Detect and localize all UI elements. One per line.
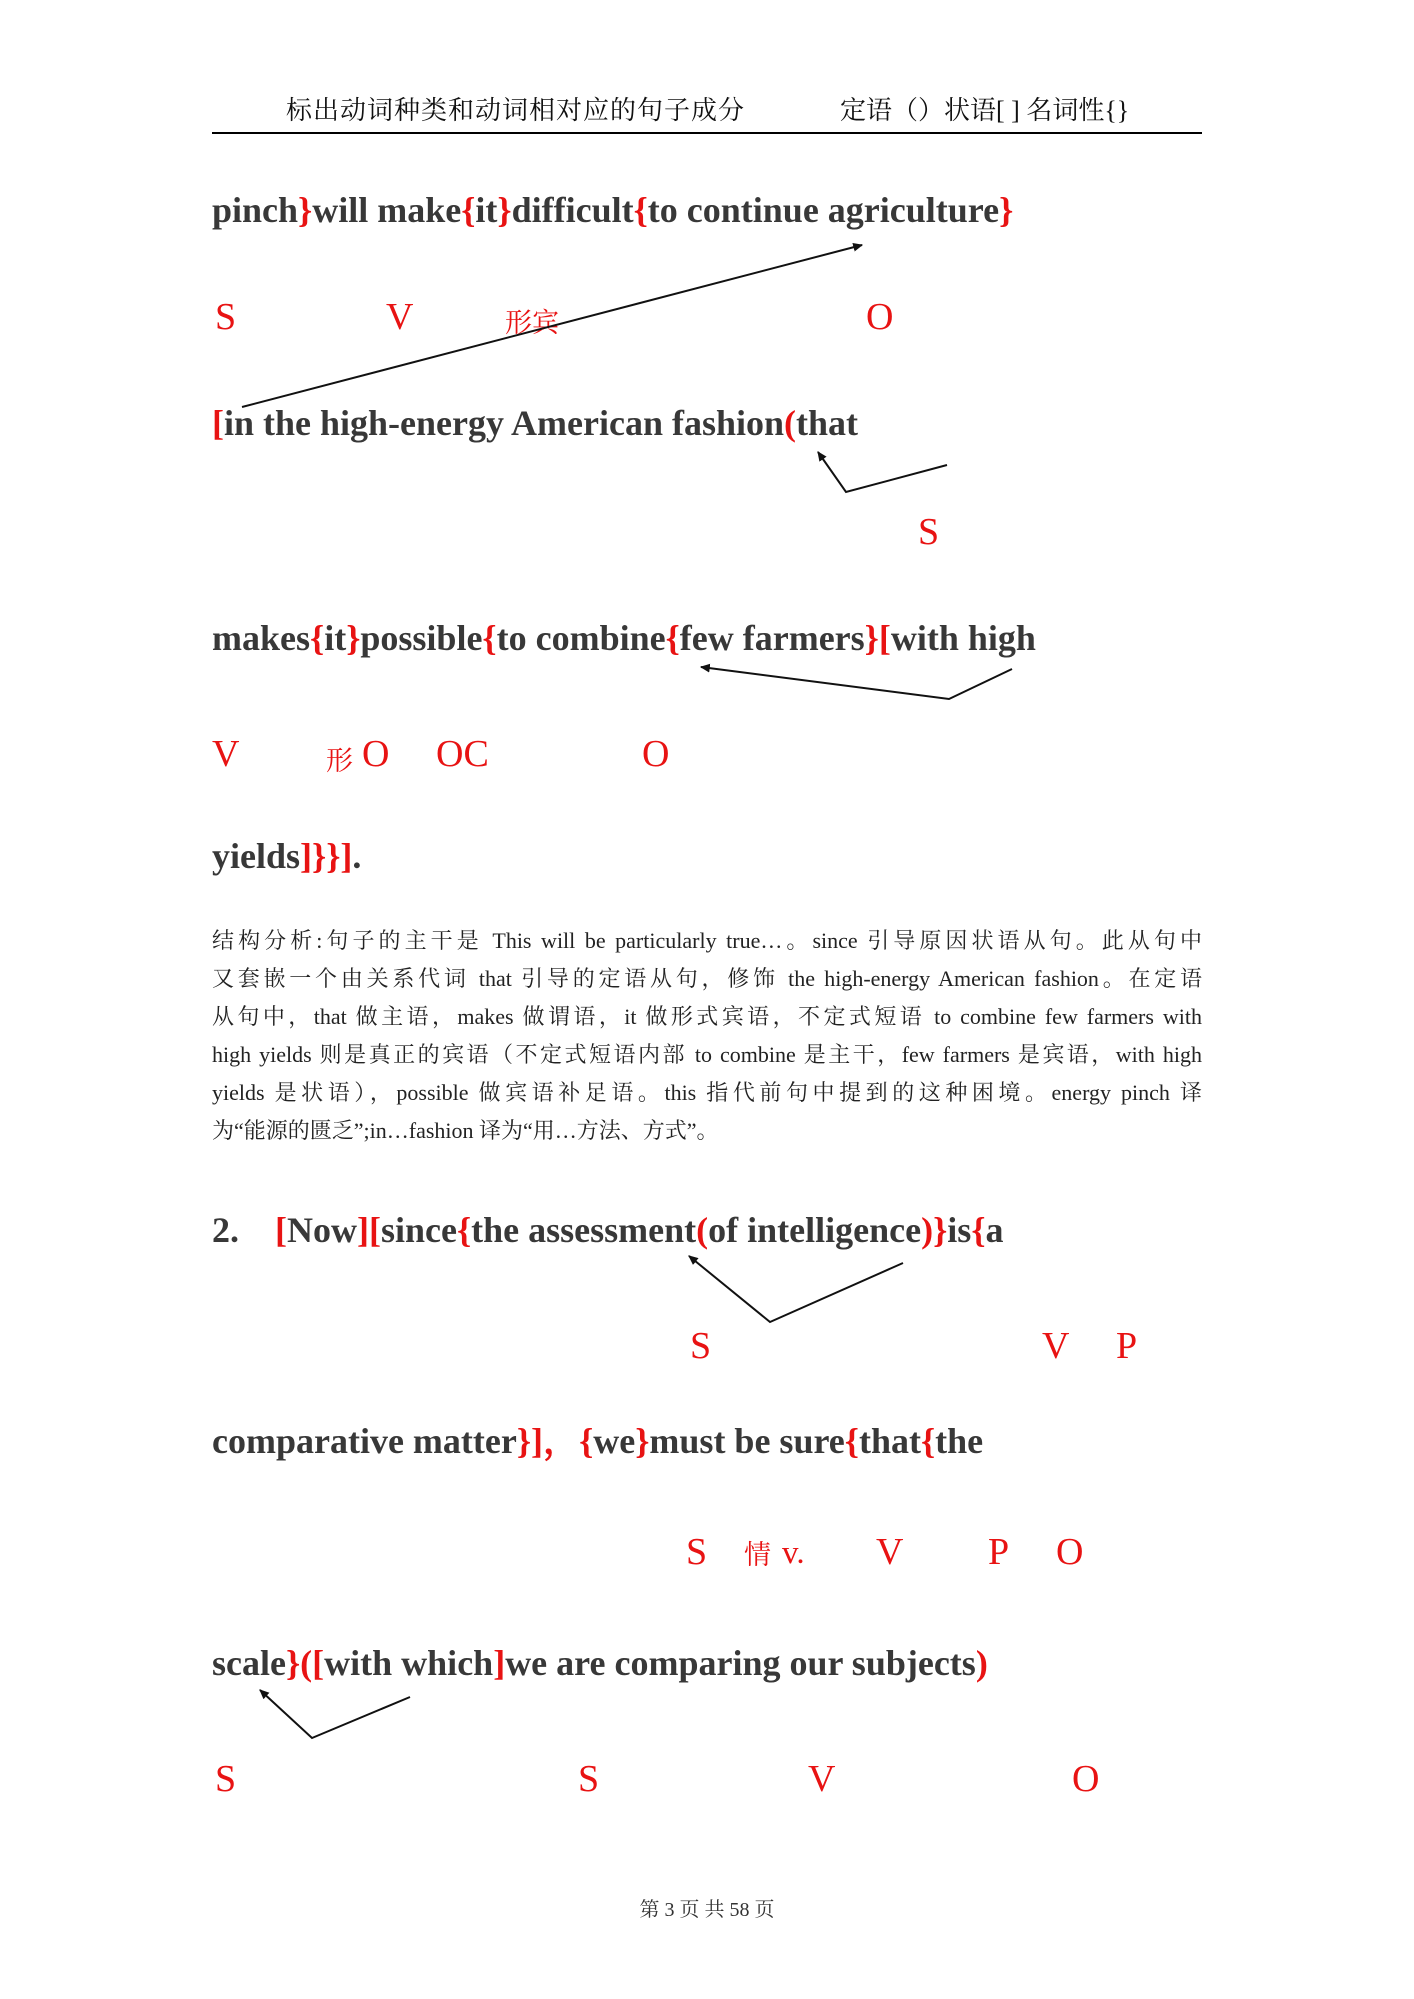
sentence-text: with high bbox=[890, 618, 1036, 658]
paragraph-line: 又套嵌一个由关系代词 that 引导的定语从句，修饰 the high-energy American fashion。在定语 bbox=[212, 966, 1202, 991]
sentence-text: in the high-energy American fashion bbox=[224, 403, 785, 443]
bracket-mark: } bbox=[635, 1421, 650, 1461]
role-label: V bbox=[386, 296, 414, 338]
role-label: S bbox=[215, 1758, 237, 1800]
sentence-text: that bbox=[858, 1421, 921, 1461]
sentence-1-part-4 bbox=[212, 836, 361, 877]
bracket-mark: } bbox=[864, 618, 879, 658]
paragraph-line: 从句中，that 做主语，makes 做谓语，it 做形式宾语，不定式短语 to combine few farmers with bbox=[212, 1004, 1202, 1029]
role-label: V bbox=[1042, 1325, 1070, 1367]
sentence-2-part-2 bbox=[212, 1421, 983, 1462]
bracket-mark: } bbox=[497, 190, 512, 230]
sentence-text: since bbox=[380, 1210, 457, 1250]
sentence-text: possible bbox=[360, 618, 483, 658]
bracket-mark: } bbox=[298, 190, 313, 230]
role-label: S bbox=[215, 296, 237, 338]
sentence-text: makes bbox=[212, 618, 310, 658]
header-left-text: 标出动词种类和动词相对应的句子成分 bbox=[286, 96, 746, 125]
sentence-text: that bbox=[796, 403, 859, 443]
sentence-1-part-2 bbox=[212, 403, 858, 444]
bracket-mark: [ bbox=[275, 1210, 287, 1250]
sentence-1-part-3 bbox=[212, 618, 1036, 659]
bracket-mark: { bbox=[920, 1421, 936, 1461]
sentence-2-part-1 bbox=[212, 1210, 1004, 1251]
paragraph-line: 结构分析:句子的主干是 This will be particularly true…。since 引导原因状语从句。此从句中 bbox=[212, 928, 1202, 953]
bracket-mark: ) bbox=[975, 1643, 988, 1683]
role-label: V bbox=[808, 1758, 836, 1800]
sentence-text: scale bbox=[212, 1643, 286, 1683]
role-label: P bbox=[988, 1531, 1010, 1573]
role-label: S bbox=[918, 511, 940, 553]
analysis-paragraph bbox=[212, 922, 1202, 1150]
role-label: OC bbox=[436, 733, 489, 775]
bracket-mark: { bbox=[310, 618, 325, 658]
sentence-text: we are comparing our subjects bbox=[505, 1643, 976, 1683]
sentence-text: the assessment bbox=[471, 1210, 697, 1250]
role-label: O bbox=[642, 733, 670, 775]
sentence-text: comparative matter bbox=[212, 1421, 517, 1461]
role-label: 情 bbox=[744, 1540, 771, 1570]
role-label: O bbox=[1056, 1531, 1084, 1573]
sentence-text: few farmers bbox=[679, 618, 865, 658]
bracket-mark: } bbox=[999, 190, 1014, 230]
role-label: S bbox=[690, 1325, 712, 1367]
arrow-to-combine bbox=[701, 667, 1012, 699]
arrow-to-assessment bbox=[689, 1256, 903, 1322]
role-label: P bbox=[1116, 1325, 1138, 1367]
sentence-text: 2. bbox=[212, 1210, 275, 1250]
role-label: 形 bbox=[326, 746, 353, 776]
bracket-mark: { bbox=[461, 190, 476, 230]
paragraph-line: high yields 则是真正的宾语（不定式短语内部 to combine 是主干，few farmers 是宾语，with high bbox=[212, 1042, 1202, 1067]
bracket-mark: { bbox=[633, 190, 648, 230]
bracket-mark: ( bbox=[784, 403, 797, 443]
bracket-mark: ]}}] bbox=[300, 836, 353, 876]
sentence-2-part-3 bbox=[212, 1643, 988, 1684]
bracket-mark: [ bbox=[212, 403, 224, 443]
sentence-text: the bbox=[935, 1421, 984, 1461]
sentence-text: pinch bbox=[212, 190, 299, 230]
bracket-mark: { bbox=[456, 1210, 472, 1250]
bracket-mark: )} bbox=[921, 1210, 948, 1250]
bracket-mark: } bbox=[346, 618, 361, 658]
bracket-mark: { bbox=[579, 1421, 594, 1461]
role-label: O bbox=[866, 296, 894, 338]
sentence-text: a bbox=[985, 1210, 1004, 1250]
sentence-text: to continue agriculture bbox=[647, 190, 1000, 230]
role-label: V bbox=[212, 733, 240, 775]
paragraph-line: yields 是状语），possible 做宾语补足语。this 指代前句中提到的这种困境。energy pinch 译 bbox=[212, 1080, 1202, 1105]
sentence-text: it bbox=[324, 618, 347, 658]
sentence-text: of intelligence bbox=[708, 1210, 922, 1250]
role-label: O bbox=[1072, 1758, 1100, 1800]
bracket-mark: { bbox=[844, 1421, 859, 1461]
header-rule bbox=[212, 132, 1202, 134]
sentence-1-part-1 bbox=[212, 190, 1013, 231]
sentence-text: it bbox=[475, 190, 498, 230]
role-label: V bbox=[876, 1531, 904, 1573]
bracket-mark: { bbox=[971, 1210, 986, 1250]
page-number-footer: 第 3 页 共 58 页 bbox=[639, 1899, 775, 1921]
bracket-mark: ( bbox=[696, 1210, 709, 1250]
bracket-mark: [ bbox=[878, 618, 891, 658]
sentence-text: we bbox=[593, 1421, 636, 1461]
bracket-mark: ][ bbox=[357, 1210, 381, 1250]
role-label: S bbox=[686, 1531, 708, 1573]
sentence-text: is bbox=[947, 1210, 972, 1250]
bracket-mark: }( bbox=[285, 1643, 313, 1683]
role-label: O bbox=[362, 733, 390, 775]
sentence-text: . bbox=[352, 836, 362, 876]
sentence-text: must be sure bbox=[649, 1421, 845, 1461]
bracket-mark: { bbox=[665, 618, 680, 658]
role-label: v. bbox=[782, 1535, 805, 1571]
bracket-mark: ， bbox=[543, 1421, 580, 1461]
sentence-text: with which bbox=[324, 1643, 494, 1683]
sentence-text: will make bbox=[312, 190, 462, 230]
sentence-text: difficult bbox=[511, 190, 634, 230]
header-right-text: 定语（）状语[ ] 名词性{} bbox=[840, 96, 1130, 125]
sentence-text: yields bbox=[212, 836, 301, 876]
paragraph-line: 为“能源的匮乏”;in…fashion 译为“用…方法、方式”。 bbox=[212, 1118, 719, 1143]
sentence-text: Now bbox=[287, 1210, 357, 1250]
arrow-to-scale bbox=[260, 1690, 410, 1738]
sentence-text: to combine bbox=[496, 618, 666, 658]
bracket-mark: { bbox=[482, 618, 497, 658]
arrow-to-that bbox=[818, 452, 947, 492]
bracket-mark: [ bbox=[312, 1643, 325, 1683]
role-label: 形宾 bbox=[505, 308, 559, 338]
role-label: S bbox=[578, 1758, 600, 1800]
bracket-mark: }] bbox=[516, 1421, 544, 1461]
bracket-mark: ] bbox=[493, 1643, 506, 1683]
